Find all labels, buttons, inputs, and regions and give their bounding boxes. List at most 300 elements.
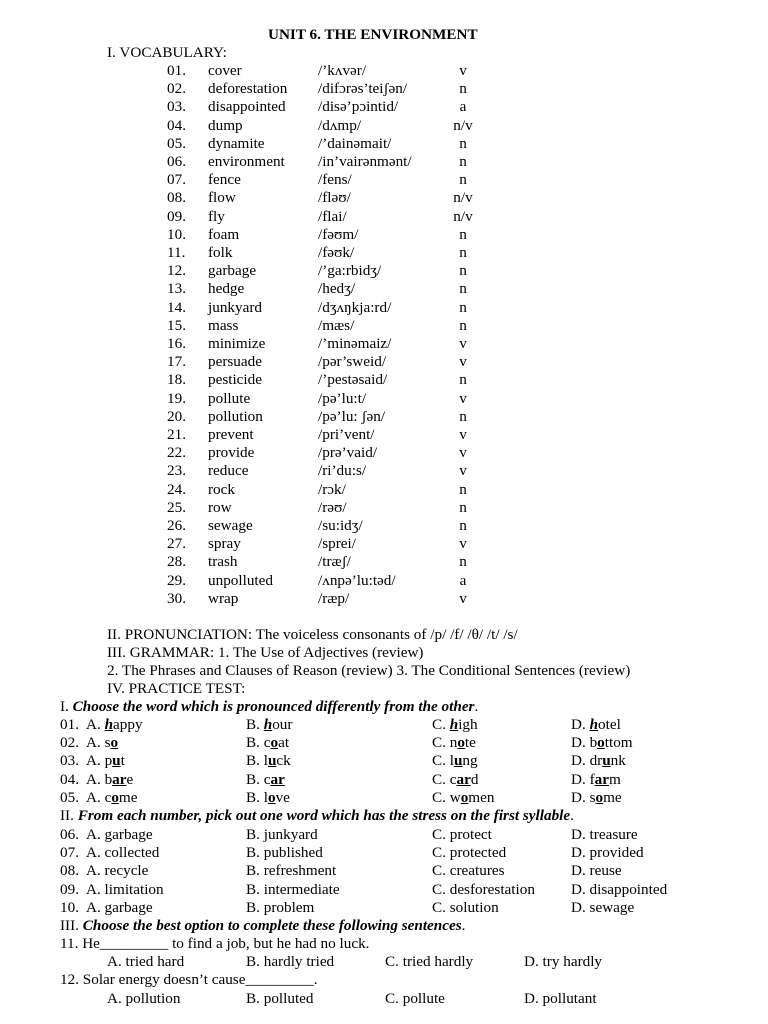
vocab-pos: n (459, 498, 467, 516)
vocab-num: 08. (167, 189, 186, 207)
option-text: appy (113, 716, 143, 733)
part1-prefix: I. (60, 698, 73, 715)
underlined-sound: o (595, 788, 604, 806)
vocab-ipa: /’pestəsaid/ (318, 371, 388, 389)
answer-option (86, 771, 133, 789)
question-number: 09. (60, 880, 79, 898)
vocab-pos: n (459, 316, 467, 334)
underlined-sound: u (267, 752, 277, 770)
answer-option: B. junkyard (246, 826, 318, 843)
vocab-pos: v (459, 353, 467, 371)
vocab-num: 11. (167, 244, 186, 261)
answer-option: B. problem (246, 898, 315, 916)
vocab-ipa: /dʒʌŋkja:rd/ (318, 298, 392, 316)
vocab-row (0, 226, 768, 244)
option-label: C. (432, 788, 450, 806)
option-label: D. (571, 752, 590, 770)
part2-instruction-text: From each number, pick out one word which has the stress on the first syllable (77, 807, 571, 824)
underlined-sound: o (111, 788, 119, 806)
vocab-word: pollution (208, 407, 263, 425)
option-text: p (104, 752, 113, 770)
vocab-row (0, 299, 768, 317)
option-text: l (449, 752, 454, 770)
vocab-pos: n (459, 134, 467, 152)
vocab-row (0, 590, 768, 608)
vocab-row (0, 262, 768, 280)
answer-option: C. pollute (385, 989, 445, 1007)
vocab-pos: v (459, 62, 467, 79)
vocab-pos: n/v (453, 116, 473, 134)
underlined-sound: h (589, 716, 599, 733)
vocab-num: 10. (167, 225, 186, 243)
vocab-pos: v (459, 462, 467, 480)
option-label: C. (432, 752, 450, 770)
option-text: d (470, 770, 479, 788)
vocab-num: 01. (167, 62, 186, 79)
vocab-word: reduce (208, 462, 249, 480)
practice-heading: IV. PRACTICE TEST: (107, 680, 246, 697)
option-label: C. (432, 734, 450, 752)
vocab-ipa: /su:idʒ/ (318, 517, 363, 534)
vocab-ipa: /fəʊm/ (318, 225, 359, 243)
option-text: l (263, 752, 268, 770)
option-text: nk (610, 752, 626, 770)
vocab-row (0, 280, 768, 298)
vocab-ipa: /ri’du:s/ (318, 462, 367, 480)
vocab-row (0, 499, 768, 517)
answer-option: D. treasure (571, 826, 638, 843)
vocab-pos: n (459, 80, 467, 98)
option-text: me (118, 788, 138, 806)
underlined-sound: u (112, 752, 121, 770)
option-text: ve (275, 788, 290, 806)
vocab-ipa: /’dainəmait/ (318, 134, 392, 152)
vocab-row (0, 481, 768, 499)
vocab-pos: n (459, 371, 467, 389)
vocab-row (0, 208, 768, 226)
answer-option (86, 752, 125, 770)
part2-instruction (60, 807, 574, 825)
answer-option: D. provided (571, 844, 644, 862)
vocabulary-list (0, 62, 768, 612)
vocab-num: 28. (167, 553, 186, 571)
answer-option: A. collected (86, 844, 160, 862)
underlined-sound: ar (270, 770, 285, 788)
vocab-word: spray (208, 535, 241, 553)
question-stem: 11. He_________ to find a job, but he had no luck. (60, 935, 370, 952)
vocab-ipa: /pər’sweid/ (318, 353, 387, 371)
underlined-sound: o (460, 788, 469, 806)
vocab-ipa: /sprei/ (318, 535, 356, 553)
underlined-sound: h (263, 716, 273, 733)
answer-option (571, 734, 633, 752)
vocab-num: 12. (167, 262, 186, 280)
question-number: 02. (60, 734, 79, 752)
page-title: UNIT 6. THE ENVIRONMENT (268, 26, 478, 43)
option-text: c (263, 770, 271, 788)
option-label: A. (86, 788, 105, 806)
vocab-pos: n (459, 280, 467, 298)
answer-option: D. reuse (571, 862, 622, 880)
vocab-word: flow (208, 189, 236, 207)
vocab-pos: n/v (453, 207, 473, 225)
answer-option: A. garbage (86, 898, 153, 916)
vocab-pos: n (459, 171, 467, 189)
vocab-ipa: /pri’vent/ (318, 426, 375, 443)
vocab-word: folk (208, 244, 233, 261)
vocab-word: environment (208, 153, 285, 170)
answer-option: A. garbage (86, 826, 153, 843)
vocab-word: disappointed (208, 98, 286, 116)
part3-questions (0, 935, 768, 1020)
vocab-num: 20. (167, 407, 186, 425)
underlined-sound: u (453, 752, 463, 770)
vocab-pos: n (459, 153, 467, 170)
answer-option: D. try hardly (524, 953, 603, 971)
grammar-topics: 2. The Phrases and Clauses of Reason (review) 3. The Conditional Sentences (review) (107, 662, 631, 679)
option-text: men (468, 788, 495, 806)
part2-suffix: . (570, 807, 574, 824)
vocab-ipa: /pə’lu: ʃən/ (318, 407, 386, 425)
vocab-row (0, 553, 768, 571)
answer-option (571, 789, 622, 807)
vocab-ipa: /rɔk/ (318, 480, 346, 498)
option-label: B. (246, 788, 264, 806)
vocab-pos: n (459, 553, 467, 571)
vocab-word: cover (208, 62, 242, 79)
vocab-pos: n (459, 517, 467, 534)
option-text: b (589, 734, 598, 752)
vocab-pos: n (459, 244, 467, 261)
vocab-word: minimize (208, 335, 266, 352)
vocab-num: 04. (167, 116, 186, 134)
vocab-word: provide (208, 444, 255, 462)
vocab-pos: a (459, 98, 467, 116)
option-label: C. (432, 716, 450, 733)
vocab-word: trash (208, 553, 238, 571)
vocab-row (0, 153, 768, 171)
vocab-word: garbage (208, 262, 257, 280)
underlined-sound: ar (112, 770, 127, 788)
answer-option (571, 752, 626, 770)
vocab-pos: n/v (453, 189, 473, 207)
answer-option (246, 771, 285, 789)
option-label: B. (246, 716, 264, 733)
vocab-ipa: /fləʊ/ (318, 189, 351, 207)
answer-option: D. disappointed (571, 880, 668, 898)
option-text: ttom (604, 734, 633, 752)
vocab-word: mass (208, 316, 239, 334)
vocab-num: 27. (167, 535, 186, 553)
option-text: s (104, 734, 111, 752)
vocab-word: prevent (208, 426, 254, 443)
vocab-ipa: /ræp/ (318, 589, 350, 607)
question-number: 03. (60, 752, 79, 770)
answer-option: C. protect (432, 826, 492, 843)
vocab-pos: n (459, 407, 467, 425)
part1-suffix: . (474, 698, 479, 715)
vocab-pos: v (459, 444, 467, 462)
vocab-num: 03. (167, 98, 186, 116)
vocab-ipa: /ʌnpə’lu:təd/ (318, 571, 396, 589)
underlined-sound: ar (456, 770, 471, 788)
vocab-num: 23. (167, 462, 186, 480)
option-text: me (603, 788, 622, 806)
vocabulary-heading: I. VOCABULARY: (107, 44, 227, 61)
vocab-num: 09. (167, 207, 186, 225)
vocab-pos: v (459, 426, 467, 443)
option-label: D. (571, 770, 590, 788)
vocab-ipa: /flai/ (318, 207, 347, 225)
vocab-num: 15. (167, 316, 186, 334)
answer-option (86, 734, 118, 752)
answer-option: B. hardly tried (246, 953, 335, 971)
vocab-ipa: /fens/ (318, 171, 352, 189)
vocab-num: 07. (167, 171, 186, 189)
underlined-sound: o (457, 734, 465, 752)
part3-instruction-text: Choose the best option to complete these following sentences (82, 917, 462, 934)
question-number: 07. (60, 844, 79, 862)
answer-option: B. polluted (246, 989, 314, 1007)
option-text: b (104, 770, 113, 788)
vocab-row (0, 62, 768, 80)
option-text: te (464, 734, 476, 752)
option-text: t (120, 752, 125, 770)
option-text: n (449, 734, 458, 752)
answer-option (86, 789, 137, 807)
vocab-word: sewage (208, 517, 253, 534)
vocab-ipa: /dʌmp/ (318, 116, 362, 134)
vocab-word: deforestation (208, 80, 288, 98)
vocab-row (0, 189, 768, 207)
option-text: s (589, 788, 596, 806)
vocab-row (0, 444, 768, 462)
vocab-num: 06. (167, 153, 186, 170)
vocab-row (0, 517, 768, 535)
vocab-num: 22. (167, 444, 186, 462)
vocab-ipa: /in’vairənmənt/ (318, 153, 412, 170)
vocab-num: 14. (167, 298, 186, 316)
underlined-sound: h (104, 716, 114, 733)
answer-option: C. solution (432, 898, 499, 916)
vocab-ipa: /prə’vaid/ (318, 444, 378, 462)
vocab-num: 21. (167, 426, 186, 443)
vocab-row (0, 353, 768, 371)
option-text: ng (462, 752, 478, 770)
option-text: c (263, 734, 271, 752)
vocab-row (0, 572, 768, 590)
vocab-word: pollute (208, 389, 251, 407)
answer-option: A. tried hard (107, 953, 185, 971)
vocab-ipa: /hedʒ/ (318, 280, 356, 298)
vocab-ipa: /difɔrəs’teiʃən/ (318, 80, 408, 98)
vocab-pos: n (459, 480, 467, 498)
underlined-sound: o (267, 788, 276, 806)
underlined-sound: u (602, 752, 611, 770)
answer-option (432, 752, 478, 770)
option-text: at (278, 734, 290, 752)
question-stem: 12. Solar energy doesn’t cause_________. (60, 971, 318, 989)
pronunciation-heading: II. PRONUNCIATION: The voiceless consonants of /p/ /f/ /θ/ /t/ /s/ (107, 626, 518, 643)
vocab-word: junkyard (208, 298, 262, 316)
answer-option: C. protected (432, 844, 507, 862)
answer-option: D. pollutant (524, 989, 597, 1007)
vocab-row (0, 171, 768, 189)
vocab-pos: v (459, 389, 467, 407)
option-label: B. (246, 734, 264, 752)
question-number: 08. (60, 862, 79, 880)
option-text: c (104, 788, 112, 806)
option-text: our (272, 716, 293, 733)
vocab-num: 29. (167, 571, 186, 589)
grammar-heading: III. GRAMMAR: 1. The Use of Adjectives (review) (107, 644, 424, 661)
vocab-num: 17. (167, 353, 186, 371)
vocab-ipa: /mæs/ (318, 316, 355, 334)
vocab-pos: n (459, 225, 467, 243)
vocab-num: 18. (167, 371, 186, 389)
answer-option (432, 734, 476, 752)
vocab-row (0, 135, 768, 153)
option-label: A. (86, 734, 105, 752)
option-label: C. (432, 770, 450, 788)
answer-option: C. desforestation (432, 880, 535, 898)
vocab-row (0, 462, 768, 480)
answer-option (571, 716, 621, 734)
vocab-word: fly (208, 207, 225, 225)
option-text: f (589, 770, 595, 788)
answer-option (86, 716, 143, 734)
answer-option (246, 734, 289, 752)
part3-instruction (60, 917, 465, 935)
answer-option: A. limitation (86, 880, 164, 898)
vocab-row (0, 426, 768, 444)
part1-questions (0, 716, 768, 808)
vocab-num: 24. (167, 480, 186, 498)
vocab-num: 02. (167, 80, 186, 98)
vocab-ipa: /’ga:rbidʒ/ (318, 262, 382, 280)
option-text: ck (276, 752, 291, 770)
vocab-num: 19. (167, 389, 186, 407)
vocab-num: 30. (167, 589, 186, 607)
vocab-pos: n (459, 262, 467, 280)
answer-option (432, 789, 494, 807)
vocab-word: pesticide (208, 371, 262, 389)
vocab-word: rock (208, 480, 235, 498)
option-label: A. (86, 752, 105, 770)
part1-instruction (60, 698, 478, 716)
answer-option: A. recycle (86, 862, 149, 880)
answer-option (246, 716, 292, 734)
vocab-row (0, 98, 768, 116)
part3-suffix: . (461, 917, 466, 934)
answer-option: B. intermediate (246, 880, 340, 898)
vocab-row (0, 371, 768, 389)
vocab-ipa: /disə’pɔintid/ (318, 98, 399, 116)
option-text: e (126, 770, 134, 788)
option-text: w (449, 788, 461, 806)
question-number: 10. (60, 898, 79, 916)
answer-option: D. sewage (571, 898, 635, 916)
vocab-num: 13. (167, 280, 186, 298)
vocab-row (0, 80, 768, 98)
vocab-pos: a (459, 571, 467, 589)
vocab-row (0, 117, 768, 135)
vocab-row (0, 335, 768, 353)
answer-option: B. published (246, 844, 323, 862)
vocab-word: dump (208, 116, 243, 134)
option-text: otel (598, 716, 621, 733)
vocab-ipa: /pə’lu:t/ (318, 389, 367, 407)
vocab-word: hedge (208, 280, 245, 298)
vocab-num: 16. (167, 335, 186, 352)
option-label: B. (246, 752, 264, 770)
vocab-row (0, 317, 768, 335)
vocab-ipa: /’minəmaiz/ (318, 335, 392, 352)
vocab-word: fence (208, 171, 241, 189)
answer-option (246, 789, 290, 807)
vocab-num: 25. (167, 498, 186, 516)
vocab-word: wrap (208, 589, 239, 607)
question-number: 01. (60, 716, 79, 733)
underlined-sound: o (110, 734, 119, 752)
vocab-ipa: /’kʌvər/ (318, 62, 367, 79)
vocab-word: row (208, 498, 232, 516)
option-text: igh (458, 716, 478, 733)
vocab-word: foam (208, 225, 240, 243)
option-label: D. (571, 734, 590, 752)
option-text: l (263, 788, 268, 806)
underlined-sound: h (449, 716, 459, 733)
underlined-sound: ar (594, 770, 609, 788)
answer-option: B. refreshment (246, 862, 337, 880)
answer-option (246, 752, 291, 770)
vocab-pos: v (459, 589, 467, 607)
vocab-word: unpolluted (208, 571, 273, 589)
answer-option: C. creatures (432, 862, 505, 880)
option-label: A. (86, 770, 105, 788)
part3-prefix: III. (60, 917, 83, 934)
vocab-ipa: /fəʊk/ (318, 244, 355, 261)
vocab-word: dynamite (208, 134, 265, 152)
part2-questions (0, 826, 768, 918)
vocab-row (0, 408, 768, 426)
answer-option: C. tried hardly (385, 953, 474, 971)
answer-option: A. pollution (107, 989, 181, 1007)
vocab-row (0, 244, 768, 262)
vocab-pos: v (459, 335, 467, 352)
vocab-word: persuade (208, 353, 262, 371)
vocab-row (0, 535, 768, 553)
vocab-row (0, 390, 768, 408)
option-label: A. (86, 716, 105, 733)
option-text: m (608, 770, 621, 788)
part1-instruction-text: Choose the word which is pronounced differently from the other (72, 698, 475, 715)
option-label: D. (571, 788, 590, 806)
question-number: 04. (60, 770, 79, 788)
answer-option (571, 771, 621, 789)
vocab-num: 26. (167, 517, 186, 534)
answer-option (432, 771, 478, 789)
underlined-sound: o (597, 734, 605, 752)
option-text: c (449, 770, 457, 788)
vocab-ipa: /træʃ/ (318, 553, 351, 571)
underlined-sound: o (270, 734, 279, 752)
part2-prefix: II. (60, 807, 78, 824)
option-label: D. (571, 716, 590, 733)
vocab-pos: v (459, 535, 467, 553)
vocab-ipa: /rəʊ/ (318, 498, 347, 516)
option-label: B. (246, 770, 264, 788)
